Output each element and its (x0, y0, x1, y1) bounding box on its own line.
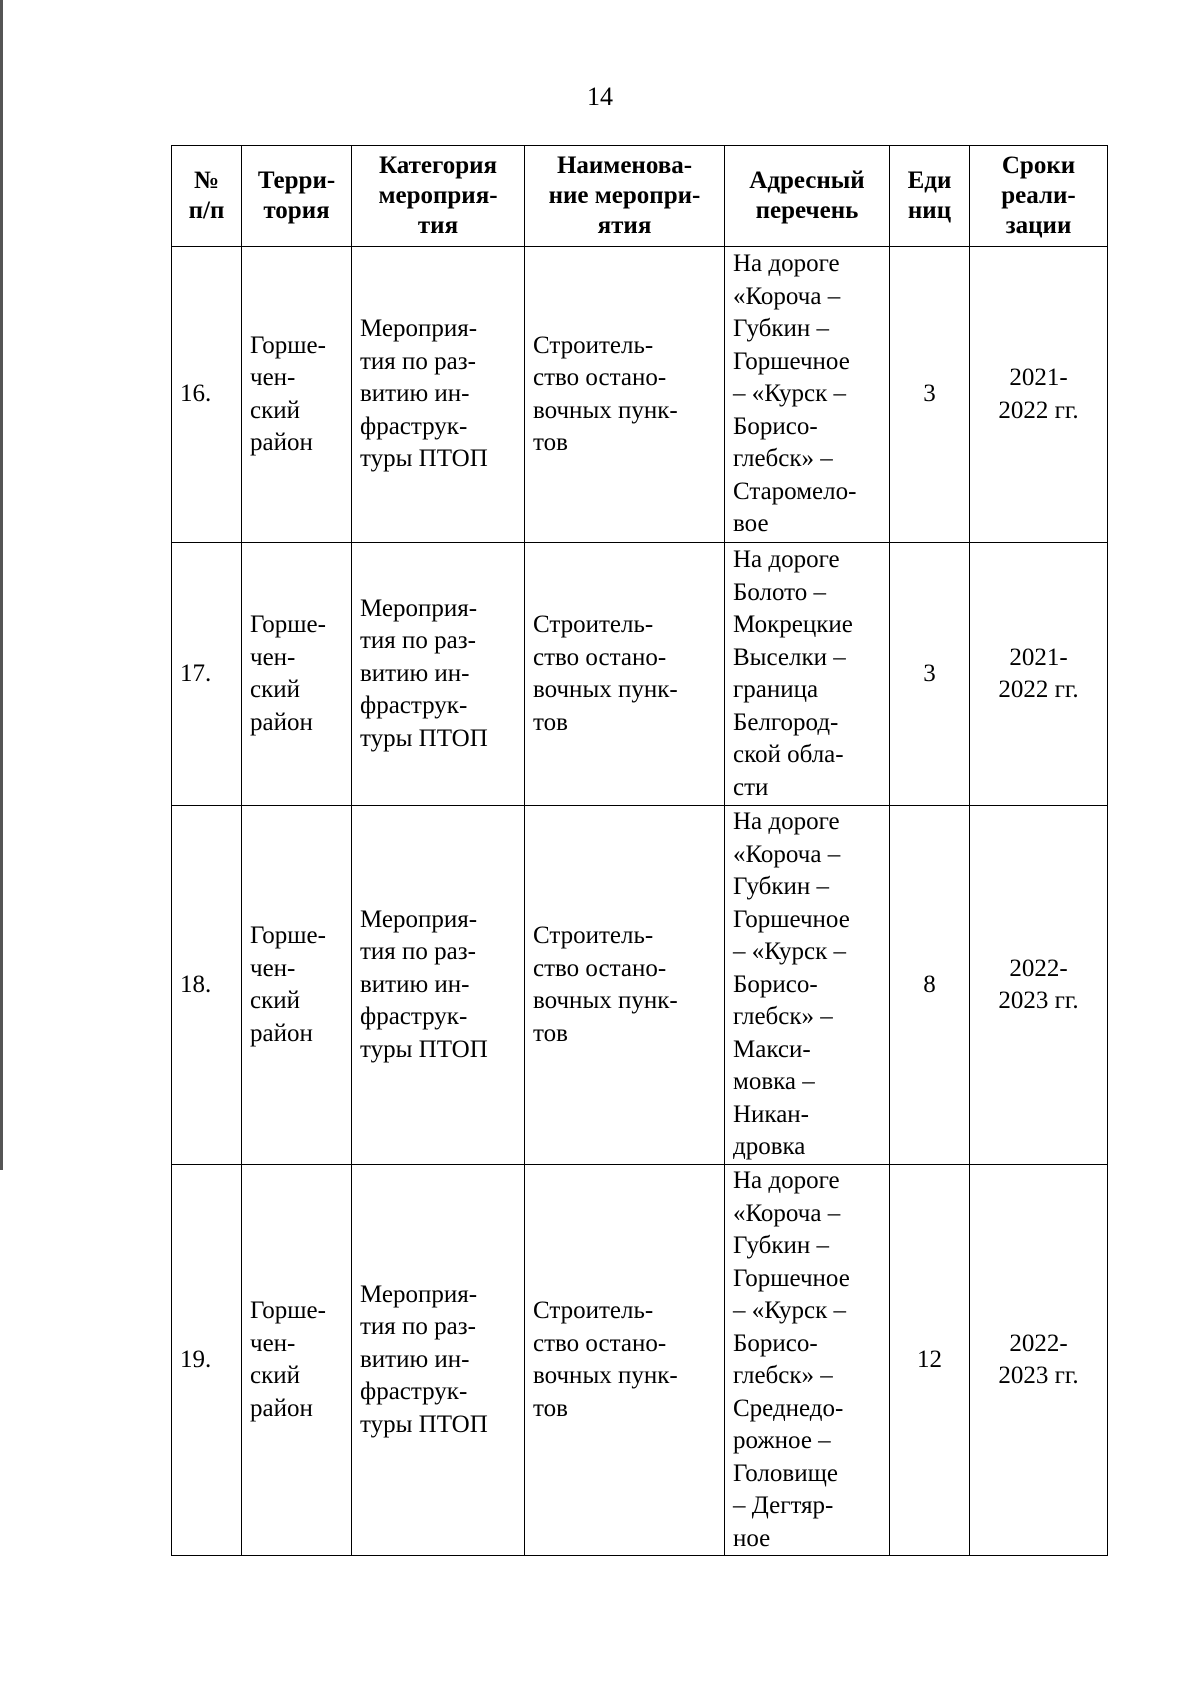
cell-territory: Горше- чен- ский район (242, 247, 352, 543)
cell-num: 19. (172, 1165, 242, 1556)
cell-name: Строитель- ство остано- вочных пунк- тов (525, 247, 725, 543)
cell-address: На дороге «Короча – Губкин – Горшечное – «Курск – Борисо- глебск» – Старомело- вое (725, 247, 890, 543)
cell-num: 16. (172, 247, 242, 543)
cell-address: На дороге «Короча – Губкин – Горшечное – «Курск – Борисо- глебск» – Среднедо- рожное – Головище – Дегтяр- ное (725, 1165, 890, 1556)
header-terms: Сроки реали- зации (970, 146, 1108, 247)
cell-num: 17. (172, 543, 242, 806)
table-row (172, 1165, 1108, 1556)
measures-table (171, 145, 1108, 1556)
cell-territory: Горше- чен- ский район (242, 543, 352, 806)
cell-terms: 2022- 2023 гг. (970, 806, 1108, 1165)
cell-units: 3 (890, 543, 970, 806)
cell-name: Строитель- ство остано- вочных пунк- тов (525, 1165, 725, 1556)
scan-edge (0, 0, 3, 1170)
cell-name: Строитель- ство остано- вочных пунк- тов (525, 806, 725, 1165)
header-name: Наименова- ние меропри- ятия (525, 146, 725, 247)
page-number: 14 (587, 82, 613, 111)
cell-territory: Горше- чен- ский район (242, 806, 352, 1165)
header-address: Адресный перечень (725, 146, 890, 247)
cell-address: На дороге «Короча – Губкин – Горшечное – «Курск – Борисо- глебск» – Макси- мовка – Никан- дровка (725, 806, 890, 1165)
cell-category: Мероприя- тия по раз- витию ин- фраструк- туры ПТОП (352, 543, 525, 806)
cell-units: 12 (890, 1165, 970, 1556)
header-num: № п/п (172, 146, 242, 247)
header-category: Категория мероприя- тия (352, 146, 525, 247)
table-row (172, 806, 1108, 1165)
table-row (172, 247, 1108, 543)
cell-num: 18. (172, 806, 242, 1165)
cell-territory: Горше- чен- ский район (242, 1165, 352, 1556)
cell-category: Мероприя- тия по раз- витию ин- фраструк- туры ПТОП (352, 806, 525, 1165)
cell-name: Строитель- ство остано- вочных пунк- тов (525, 543, 725, 806)
cell-address: На дороге Болото – Мокрецкие Выселки – граница Белгород- ской обла- сти (725, 543, 890, 806)
cell-units: 3 (890, 247, 970, 543)
cell-category: Мероприя- тия по раз- витию ин- фраструк- туры ПТОП (352, 1165, 525, 1556)
cell-units: 8 (890, 806, 970, 1165)
header-territory: Терри- тория (242, 146, 352, 247)
table-row (172, 543, 1108, 806)
cell-terms: 2022- 2023 гг. (970, 1165, 1108, 1556)
cell-category: Мероприя- тия по раз- витию ин- фраструк- туры ПТОП (352, 247, 525, 543)
cell-terms: 2021- 2022 гг. (970, 543, 1108, 806)
header-units: Еди ниц (890, 146, 970, 247)
cell-terms: 2021- 2022 гг. (970, 247, 1108, 543)
table-header-row (172, 146, 1108, 247)
